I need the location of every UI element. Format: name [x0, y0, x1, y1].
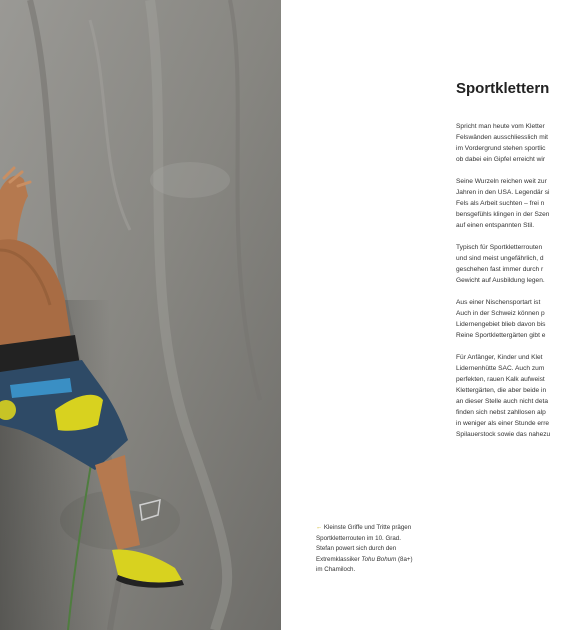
route-grade: (8a+) [396, 555, 413, 563]
paragraph-4 [456, 297, 561, 341]
text-line: ob dabei ein Gipfel erreicht wir [456, 156, 546, 163]
paragraph-3 [456, 242, 561, 286]
text-line: Klettergärten, die aber beide in [456, 387, 547, 394]
text-line: Reine Sportklettergärten gibt e [456, 332, 546, 339]
text-page [281, 0, 561, 630]
arrow-left-icon: ← [316, 524, 323, 531]
text-line: auf einen entspannten Stil. [456, 222, 535, 229]
text-line: Lidernengebiet blieb davon bis [456, 321, 546, 328]
paragraph-2 [456, 176, 561, 231]
text-line: Jahren in den USA. Legendär si [456, 189, 550, 196]
caption-text: Kleinste Griffe und Tritte prägen [323, 524, 412, 531]
caption-text: Extremklassiker [316, 555, 362, 563]
text-line: Aus einer Nischensportart ist [456, 299, 541, 306]
article-body [456, 121, 561, 451]
caption-line: Stefan powert sich durch den [316, 545, 397, 553]
text-line: Seine Wurzeln reichen weit zur [456, 178, 547, 185]
text-line: im Vordergrund stehen sportlic [456, 145, 546, 152]
text-line: Für Anfänger, Kinder und Klet [456, 354, 543, 361]
caption-line [316, 555, 436, 566]
text-line: Spilauerstock sowie das nahezu [456, 431, 551, 438]
text-line: und sind meist ungefährlich, d [456, 255, 544, 262]
text-line: in weniger als einer Stunde erre [456, 420, 550, 427]
paragraph-1 [456, 121, 561, 165]
text-line: an dieser Stelle auch nicht deta [456, 398, 549, 405]
text-line: Felswänden ausschliesslich mit [456, 134, 548, 141]
text-line: Lidernenhütte SAC. Auch zum [456, 365, 545, 372]
text-line: Fels als Arbeit suchten – frei n [456, 200, 545, 207]
text-line: Spricht man heute vom Kletter [456, 123, 545, 130]
text-line: Typisch für Sportkletterrouten [456, 244, 543, 251]
text-line: finden sich nebst zahllosen alp [456, 409, 546, 416]
caption-line: Sportkletterrouten im 10. Grad. [316, 534, 401, 542]
text-line: perfekten, rauen Kalk aufweist [456, 376, 545, 383]
text-line: bensgefühls klingen in der Szen [456, 211, 550, 218]
text-line: geschehen fast immer durch r [456, 266, 544, 273]
text-line: Gewicht auf Ausbildung legen. [456, 277, 545, 284]
paragraph-5 [456, 352, 561, 440]
caption-line [316, 523, 436, 534]
text-line: Auch in der Schweiz können p [456, 310, 545, 317]
route-name: Tohu Bohum [361, 555, 397, 563]
caption-line: im Chamiloch. [316, 566, 356, 574]
photo-caption [316, 523, 436, 576]
article-title: Sportklettern [456, 80, 550, 97]
